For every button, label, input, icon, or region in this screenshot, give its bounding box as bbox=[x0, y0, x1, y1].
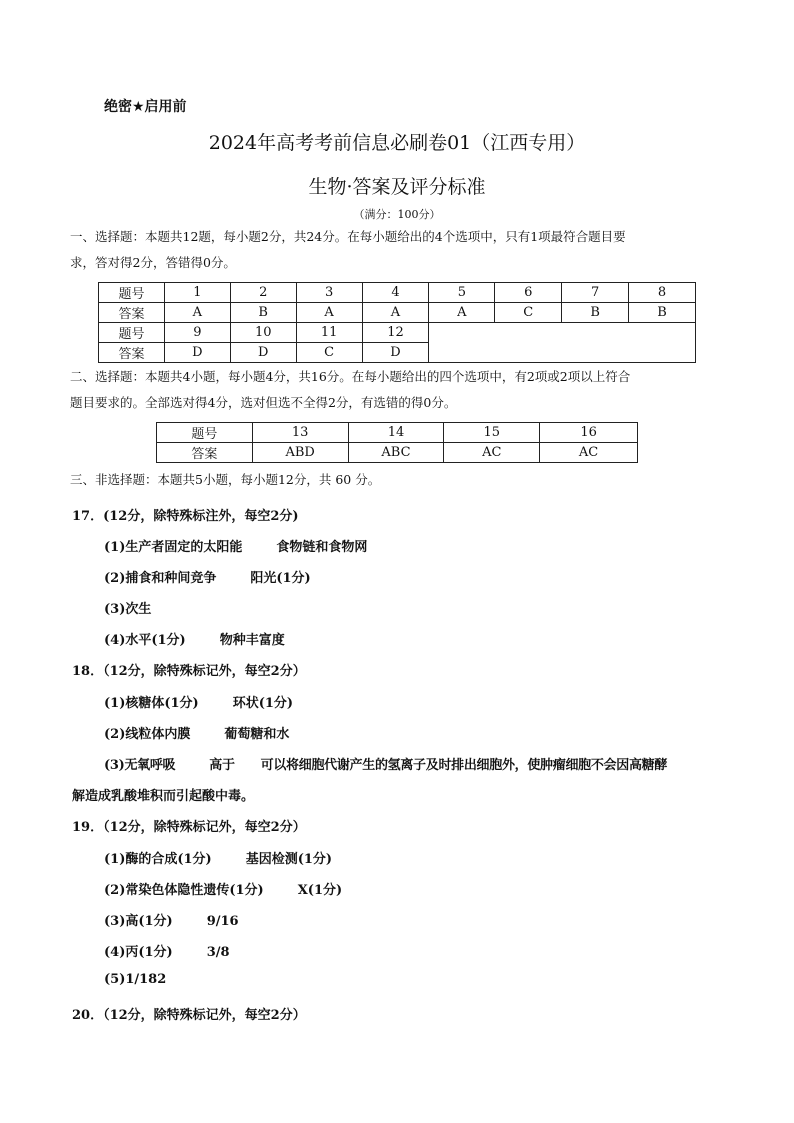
table-row bbox=[157, 443, 638, 463]
question-number: 16 bbox=[540, 423, 638, 443]
q19-answer-2 bbox=[104, 879, 342, 898]
q19-answer-5 bbox=[104, 972, 166, 987]
section1-intro-line1: 一、选择题：本题共12题，每小题2分，共24分。在每小题给出的4个选项中，只有1项最符合题目要 bbox=[70, 229, 626, 244]
answer-text: 环状(1分) bbox=[232, 696, 294, 711]
table-row bbox=[99, 303, 696, 323]
answer-text: (1)核糖体(1分) bbox=[104, 696, 199, 711]
question-number: 7 bbox=[562, 283, 629, 303]
answer-cell: ABD bbox=[252, 443, 348, 463]
answer-cell: A bbox=[362, 303, 429, 323]
q20-heading: 20．（12分，除特殊标记外，每空2分） bbox=[72, 1008, 306, 1023]
answer-text: 高于 bbox=[209, 758, 235, 773]
question-number: 13 bbox=[252, 423, 348, 443]
answer-text: X(1分) bbox=[297, 883, 343, 898]
confidential-label: 绝密★启用前 bbox=[104, 99, 187, 115]
answer-text: (2)常染色体隐性遗传(1分) bbox=[104, 883, 264, 898]
answer-text: (2)线粒体内膜 bbox=[104, 727, 191, 742]
question-number: 4 bbox=[362, 283, 429, 303]
question-number: 1 bbox=[164, 283, 230, 303]
answer-cell: B bbox=[230, 303, 296, 323]
row-label: 答案 bbox=[99, 303, 165, 323]
answer-cell: AC bbox=[540, 443, 638, 463]
answer-cell: B bbox=[629, 303, 696, 323]
answer-text: (5)1/182 bbox=[104, 972, 167, 987]
answer-text: 阳光(1分) bbox=[250, 571, 311, 586]
row-label: 题号 bbox=[99, 283, 165, 303]
q18-answer-3 bbox=[104, 754, 744, 773]
question-number: 14 bbox=[348, 423, 444, 443]
full-score-note: （满分：100分） bbox=[353, 208, 441, 221]
q18-answer-2 bbox=[104, 723, 289, 742]
table-row bbox=[99, 323, 696, 343]
answer-cell: A bbox=[296, 303, 362, 323]
answer-cell: A bbox=[429, 303, 495, 323]
answer-text: (3)高(1分) bbox=[104, 914, 173, 929]
question-number: 15 bbox=[444, 423, 540, 443]
answer-text: 物种丰富度 bbox=[219, 633, 285, 648]
answer-cell: C bbox=[495, 303, 562, 323]
q18-heading: 18．（12分，除特殊标记外，每空2分） bbox=[72, 664, 306, 679]
question-number: 12 bbox=[362, 323, 429, 343]
answer-cell: AC bbox=[444, 443, 540, 463]
q19-heading: 19．（12分，除特殊标记外，每空2分） bbox=[72, 820, 306, 835]
question-number: 5 bbox=[429, 283, 495, 303]
exam-title: 2024年高考考前信息必刷卷01（江西专用） bbox=[208, 132, 586, 154]
empty-merged-cell bbox=[429, 323, 696, 363]
answer-cell: D bbox=[362, 343, 429, 363]
answer-text: 食物链和食物网 bbox=[276, 540, 368, 555]
answer-text: 可以将细胞代谢产生的氢离子及时排出细胞外，使肿瘤细胞不会因高糖酵 bbox=[260, 758, 668, 773]
table-row bbox=[99, 283, 696, 303]
q19-answer-4 bbox=[104, 941, 230, 960]
section2-intro bbox=[70, 364, 730, 416]
section2-intro-line1: 二、选择题：本题共4小题，每小题4分，共16分。在每小题给出的四个选项中，有2项或2项以上符合 bbox=[70, 369, 631, 384]
section1-intro-line2: 求，答对得2分，答错得0分。 bbox=[70, 255, 236, 270]
answer-cell: ABC bbox=[348, 443, 444, 463]
question-number: 2 bbox=[230, 283, 296, 303]
question-number: 10 bbox=[230, 323, 296, 343]
q19-answer-1 bbox=[104, 848, 332, 867]
answer-cell: B bbox=[562, 303, 629, 323]
table-row bbox=[157, 423, 638, 443]
q17-answer-1 bbox=[104, 536, 367, 555]
section1-intro bbox=[70, 224, 730, 276]
answer-text: 基因检测(1分) bbox=[245, 852, 333, 867]
answer-text: (3)次生 bbox=[104, 602, 152, 617]
answer-text: (4)水平(1分) bbox=[104, 633, 186, 648]
answer-cell: A bbox=[164, 303, 230, 323]
answer-text: (1)酶的合成(1分) bbox=[104, 852, 212, 867]
answer-text: 葡萄糖和水 bbox=[224, 727, 290, 742]
row-label: 答案 bbox=[157, 443, 253, 463]
choice-answer-table-2 bbox=[156, 422, 638, 463]
choice-answer-table-1 bbox=[98, 282, 696, 363]
row-label: 题号 bbox=[99, 323, 165, 343]
answer-text: (1)生产者固定的太阳能 bbox=[104, 540, 243, 555]
section3-intro: 三、非选择题：本题共5小题，每小题12分，共 60 分。 bbox=[70, 472, 381, 487]
answer-text: (3)无氧呼吸 bbox=[104, 758, 176, 773]
q17-answer-4 bbox=[104, 629, 285, 648]
question-number: 11 bbox=[296, 323, 362, 343]
answer-text: 3/8 bbox=[206, 945, 230, 960]
question-number: 3 bbox=[296, 283, 362, 303]
answer-text: (2)捕食和种间竞争 bbox=[104, 571, 217, 586]
row-label: 答案 bbox=[99, 343, 165, 363]
q19-answer-3 bbox=[104, 910, 239, 929]
question-number: 9 bbox=[164, 323, 230, 343]
answer-cell: D bbox=[164, 343, 230, 363]
q18-answer-1 bbox=[104, 692, 293, 711]
q17-answer-3 bbox=[104, 598, 151, 617]
question-number: 6 bbox=[495, 283, 562, 303]
row-label: 题号 bbox=[157, 423, 253, 443]
section2-intro-line2: 题目要求的。全部选对得4分，选对但选不全得2分，有选错的得0分。 bbox=[70, 395, 457, 410]
answer-cell: C bbox=[296, 343, 362, 363]
question-number: 8 bbox=[629, 283, 696, 303]
q17-answer-2 bbox=[104, 567, 311, 586]
q17-heading: 17．(12分，除特殊标注外，每空2分) bbox=[72, 509, 299, 524]
q18-answer-3-continued: 解造成乳酸堆积而引起酸中毒。 bbox=[72, 789, 255, 804]
answer-text: 9/16 bbox=[206, 914, 239, 929]
exam-subtitle: 生物·答案及评分标准 bbox=[308, 176, 486, 198]
answer-text: (4)丙(1分) bbox=[104, 945, 173, 960]
answer-cell: D bbox=[230, 343, 296, 363]
